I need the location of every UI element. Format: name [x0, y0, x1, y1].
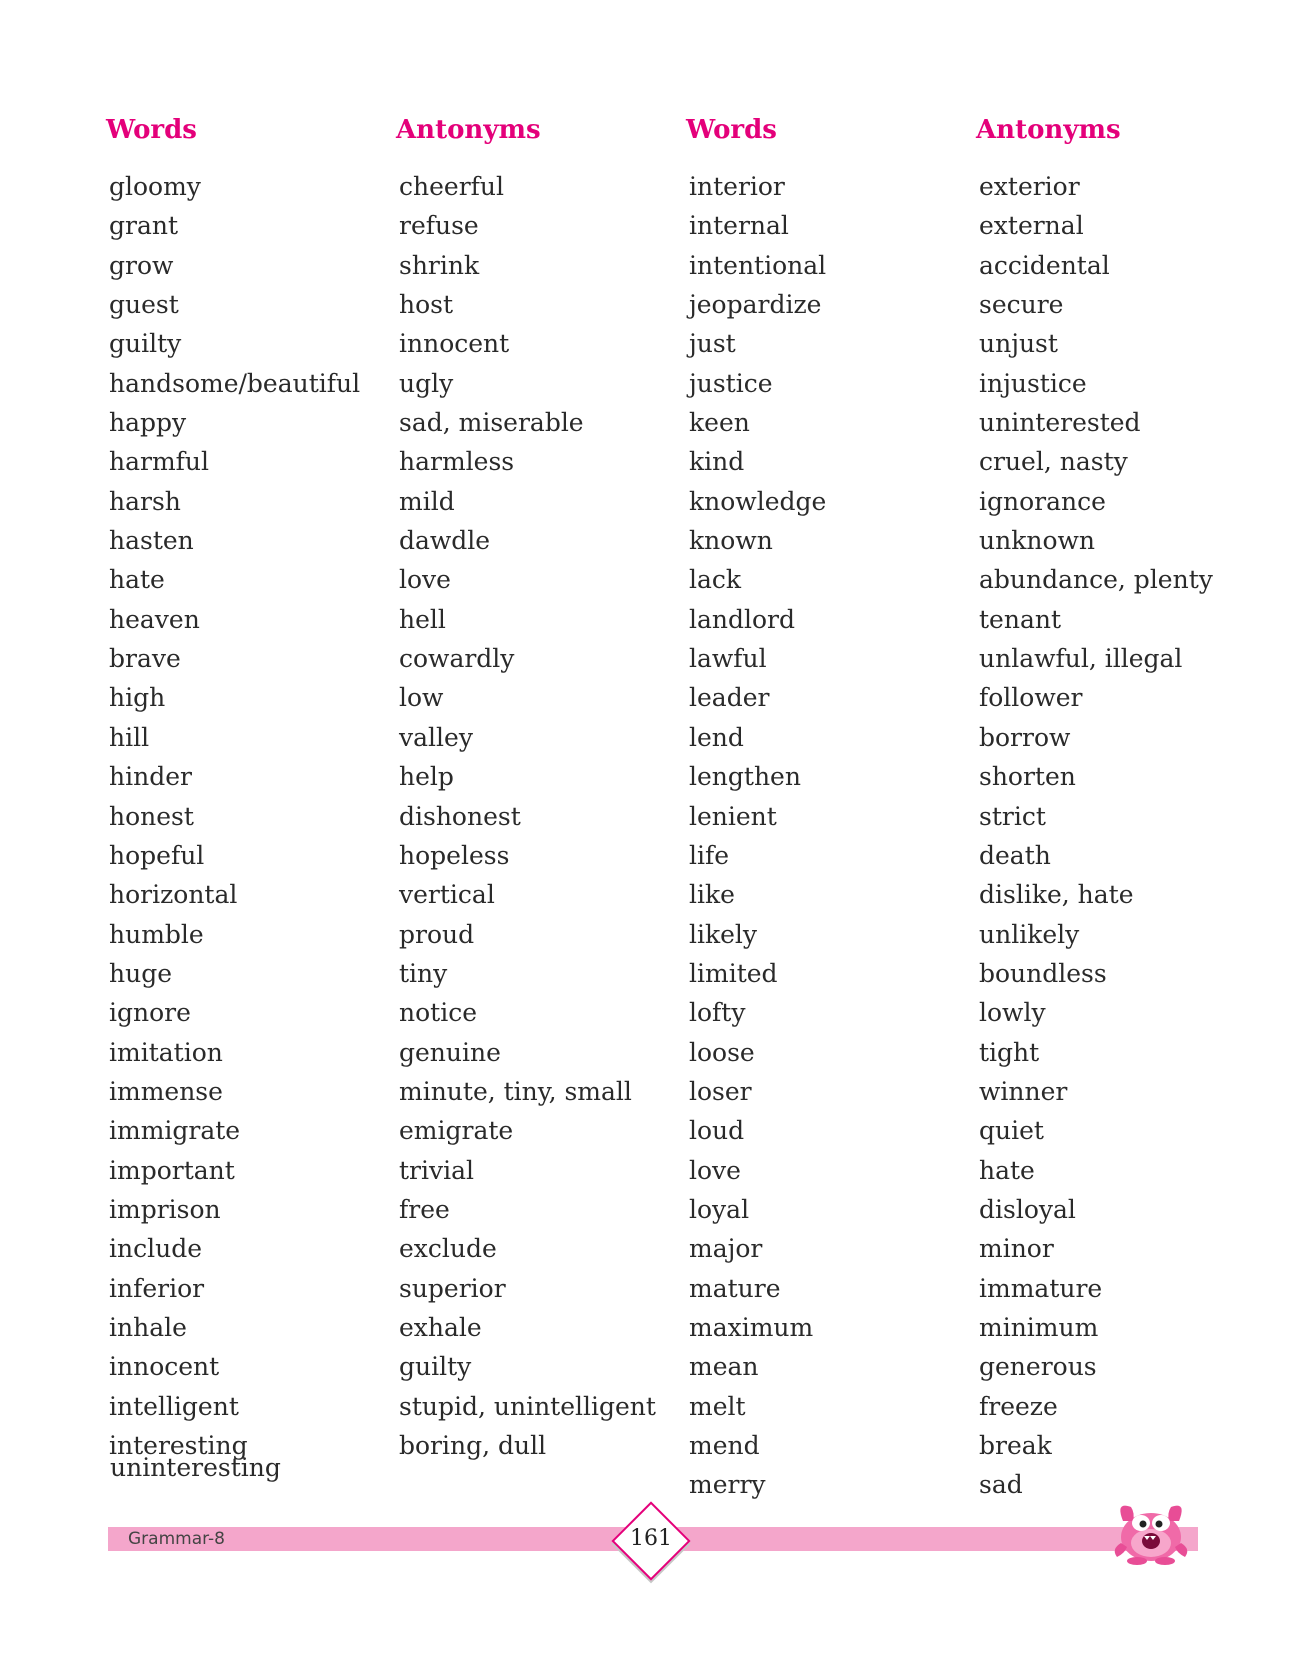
antonym-list-item: trivial	[399, 1155, 475, 1185]
antonym-list-item: generous	[979, 1352, 1097, 1382]
word-list-item: lend	[689, 722, 744, 752]
antonym-list-item: dishonest	[399, 801, 521, 831]
word-list-item: loyal	[689, 1194, 750, 1224]
antonym-list-item: boundless	[979, 958, 1107, 988]
word-list-item: merry	[689, 1470, 766, 1500]
word-list-item: kind	[689, 447, 745, 477]
word-list-item: guest	[109, 290, 179, 320]
antonym-list-item: proud	[399, 919, 475, 949]
antonym-list-item: sad, miserable	[399, 408, 584, 438]
word-list-item: high	[109, 683, 166, 713]
word-list-item-extra: uninteresting	[110, 1453, 281, 1482]
word-list-item: happy	[109, 408, 187, 438]
antonym-list-item: superior	[399, 1273, 506, 1303]
word-list-item: immense	[109, 1076, 223, 1106]
column-header: Words	[686, 115, 777, 145]
antonym-list-item: unlawful, illegal	[979, 644, 1183, 674]
antonym-list-item: dawdle	[399, 526, 491, 556]
antonym-list-item: emigrate	[399, 1116, 514, 1146]
antonym-list-item: hell	[399, 604, 446, 634]
word-list-item: knowledge	[689, 486, 827, 516]
antonym-list-item: help	[399, 762, 454, 792]
antonym-list-item: borrow	[979, 722, 1071, 752]
word-list-item: mature	[689, 1273, 781, 1303]
antonym-list-item: dislike, hate	[979, 880, 1134, 910]
word-list-item: guilty	[109, 329, 182, 359]
word-list-item: mend	[689, 1431, 760, 1460]
antonym-list-item: unjust	[979, 329, 1058, 359]
antonym-list-item: uninterested	[979, 408, 1141, 438]
page-number: 161	[630, 1526, 672, 1551]
word-list-item: limited	[689, 958, 778, 988]
word-list-item: loud	[689, 1116, 745, 1146]
word-list-item: melt	[689, 1391, 746, 1421]
word-list-item: just	[689, 329, 736, 359]
column-header: Words	[106, 115, 197, 145]
word-list-item: brave	[109, 644, 181, 674]
antonym-list-item: genuine	[399, 1037, 501, 1067]
column-words-1	[106, 110, 360, 1465]
antonym-list-item: accidental	[979, 250, 1110, 280]
antonym-list-item: mild	[399, 486, 455, 516]
column-header: Antonyms	[976, 115, 1121, 145]
word-list-item: like	[689, 880, 735, 910]
antonym-list-item: cruel, nasty	[979, 447, 1128, 477]
column-antonyms-1	[396, 110, 656, 1465]
antonym-list-item: winner	[979, 1076, 1068, 1106]
antonym-list	[976, 167, 1213, 1505]
antonym-list-item: shrink	[399, 250, 480, 280]
antonym-list-item: minute, tiny, small	[399, 1076, 632, 1106]
word-list-item: interesting	[109, 1431, 248, 1460]
word-list-item: justice	[689, 368, 773, 398]
word-list-item: huge	[109, 958, 173, 988]
antonym-list-item: guilty	[399, 1352, 472, 1382]
antonym-list-item: hopeless	[399, 840, 510, 870]
antonym-list-item: external	[979, 211, 1084, 241]
word-list-item: hinder	[109, 762, 192, 792]
antonym-list-item: strict	[979, 801, 1046, 831]
word-list-item: include	[109, 1234, 202, 1264]
word-list-item: grant	[109, 211, 179, 241]
word-list-item: lofty	[689, 998, 746, 1028]
word-list-item: love	[689, 1155, 741, 1185]
antonym-list-item: exclude	[399, 1234, 497, 1264]
antonym-list-item: secure	[979, 290, 1064, 320]
antonym-list-item: tenant	[979, 604, 1061, 634]
antonym-list-item: hate	[979, 1155, 1035, 1185]
word-list-item: likely	[689, 919, 758, 949]
column-header: Antonyms	[396, 115, 541, 145]
word-list-item: handsome/beautiful	[109, 368, 361, 398]
word-list-item: loose	[689, 1037, 755, 1067]
word-list-item: harsh	[109, 486, 181, 516]
antonym-list	[396, 167, 656, 1465]
antonym-list-item: cheerful	[399, 172, 504, 201]
word-list-item: leader	[689, 683, 770, 713]
antonym-list-item: unlikely	[979, 919, 1080, 949]
antonym-list-item: tiny	[399, 958, 448, 988]
antonym-list-item: free	[399, 1194, 450, 1224]
antonym-list-item: valley	[399, 722, 473, 752]
antonym-list-item: exhale	[399, 1312, 482, 1342]
antonym-list-item: disloyal	[979, 1194, 1076, 1224]
word-list-item: interior	[689, 172, 785, 201]
antonym-list-item: tight	[979, 1037, 1040, 1067]
antonym-list-item: sad	[979, 1470, 1023, 1500]
column-antonyms-2	[976, 110, 1213, 1505]
antonym-list-item: shorten	[979, 762, 1076, 792]
word-list-item: humble	[109, 919, 204, 949]
antonym-list-item: vertical	[399, 880, 495, 910]
antonym-list-item: ignorance	[979, 486, 1106, 516]
word-list-item: mean	[689, 1352, 759, 1382]
antonym-list-item: minor	[979, 1234, 1054, 1264]
antonym-list-item: host	[399, 290, 454, 320]
word-list-item: hopeful	[109, 840, 205, 870]
word-list-item: innocent	[109, 1352, 220, 1382]
word-list-item: heaven	[109, 604, 200, 634]
antonym-list-item: injustice	[979, 368, 1087, 398]
footer-book-title: Grammar-8	[128, 1529, 225, 1549]
word-list-item: internal	[689, 211, 789, 241]
word-list-item: known	[689, 526, 773, 556]
word-list-item: ignore	[109, 998, 191, 1028]
word-list-item: lawful	[689, 644, 767, 674]
word-list-item: inferior	[109, 1273, 205, 1303]
antonym-list-item: refuse	[399, 211, 479, 241]
word-list	[106, 167, 360, 1465]
word-list-item: grow	[109, 250, 174, 280]
antonym-list-item: ugly	[399, 368, 454, 398]
word-list-item: horizontal	[109, 880, 238, 910]
word-list-item: harmful	[109, 447, 210, 477]
word-list-item: lengthen	[689, 762, 801, 792]
word-list-item: inhale	[109, 1312, 187, 1342]
word-list-item: hasten	[109, 526, 194, 556]
antonym-list-item: freeze	[979, 1391, 1058, 1421]
word-list-item: hate	[109, 565, 165, 595]
word-list-item: intentional	[689, 250, 827, 280]
antonym-list-item: lowly	[979, 998, 1046, 1028]
word-list-item: gloomy	[109, 172, 201, 201]
antonym-list-item: stupid, unintelligent	[399, 1391, 656, 1421]
word-list-item: landlord	[689, 604, 796, 634]
antonym-list-item: unknown	[979, 526, 1096, 556]
pink-monster-icon	[1105, 1493, 1197, 1565]
antonym-list-item: quiet	[979, 1116, 1044, 1146]
antonym-list-item: abundance, plenty	[979, 565, 1213, 595]
word-list-item: important	[109, 1155, 235, 1185]
word-list-item: major	[689, 1234, 763, 1264]
antonym-list-item: follower	[979, 683, 1083, 713]
antonym-list-item: boring, dull	[399, 1431, 547, 1460]
antonym-list-item: cowardly	[399, 644, 515, 674]
antonym-list-item: notice	[399, 998, 477, 1028]
word-list-item: immigrate	[109, 1116, 241, 1146]
word-list-item: jeopardize	[689, 290, 822, 320]
word-list-item: hill	[109, 722, 150, 752]
word-list-item: keen	[689, 408, 750, 438]
word-list-item: imitation	[109, 1037, 223, 1067]
antonym-list-item: low	[399, 683, 444, 713]
word-list-item: maximum	[689, 1312, 814, 1342]
word-list-item: loser	[689, 1076, 752, 1106]
word-list-item: life	[689, 840, 730, 870]
word-list-item: intelligent	[109, 1391, 239, 1421]
antonym-list-item: minimum	[979, 1312, 1099, 1342]
word-list	[686, 167, 826, 1505]
antonym-list-item: harmless	[399, 447, 515, 477]
antonym-list-item: exterior	[979, 172, 1080, 201]
antonym-list-item: break	[979, 1431, 1052, 1460]
antonym-list-item: innocent	[399, 329, 510, 359]
word-list-item: honest	[109, 801, 194, 831]
column-words-2	[686, 110, 826, 1505]
antonym-list-item: death	[979, 840, 1051, 870]
word-list-item: lack	[689, 565, 742, 595]
antonym-list-item: love	[399, 565, 451, 595]
antonym-list-item: immature	[979, 1273, 1103, 1303]
word-list-item: lenient	[689, 801, 777, 831]
word-list-item: imprison	[109, 1194, 221, 1224]
